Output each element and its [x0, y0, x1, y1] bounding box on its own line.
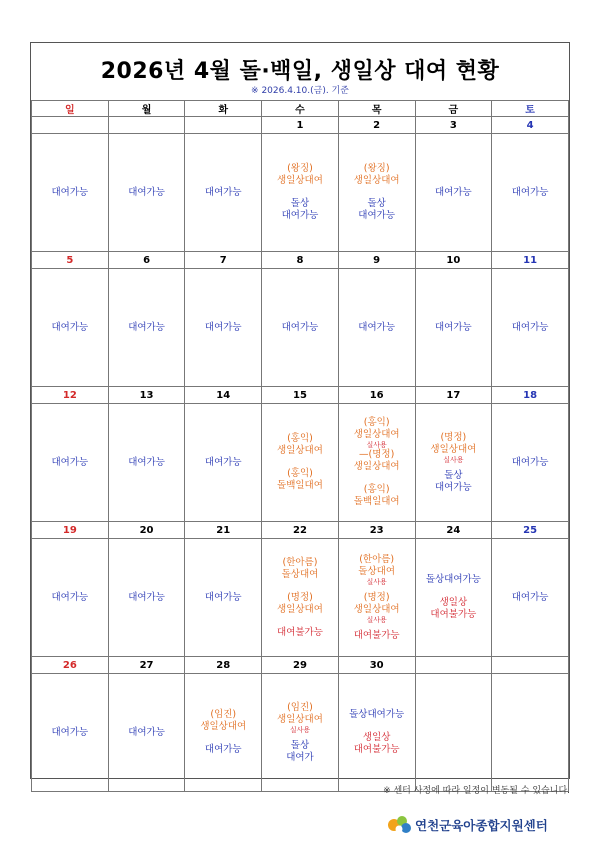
status-text: 대여가능	[204, 456, 242, 468]
date-number: 20	[108, 522, 185, 539]
status-text: 생일상대여	[353, 461, 400, 472]
day-status-cell	[262, 674, 339, 792]
day-status-cell	[32, 674, 109, 792]
status-text: 대여가능	[511, 321, 549, 333]
status-text: 대여불가능	[353, 629, 400, 641]
date-number	[32, 117, 109, 134]
status-text: (명정)	[440, 431, 467, 443]
spacer	[339, 187, 415, 198]
date-number	[415, 657, 492, 674]
status-text: 대여불가능	[277, 626, 323, 638]
status-text: 대여가능	[511, 591, 549, 603]
weekday-header-row	[32, 101, 569, 117]
date-number: 7	[185, 252, 262, 269]
status-text: (왕징)	[287, 163, 313, 174]
day-status-cell	[338, 269, 415, 387]
status-text: 실사용	[289, 725, 311, 734]
date-number: 13	[108, 387, 185, 404]
status-text: 대여가능	[51, 726, 89, 738]
day-status-cell	[185, 269, 262, 387]
calendar-body	[32, 117, 569, 792]
status-text: 생일상대여	[277, 175, 323, 186]
status-text: 대여가능	[128, 321, 165, 333]
status-text: 돌상	[290, 739, 310, 751]
status-text: 대여가능	[51, 591, 89, 603]
date-number	[185, 117, 262, 134]
date-number: 29	[262, 657, 339, 674]
status-text: 대여가	[286, 751, 314, 763]
day-status-cell	[415, 539, 492, 657]
status-text: 대여가능	[281, 321, 319, 333]
status-text: 대여가능	[51, 456, 89, 468]
week-5-status-row	[32, 674, 569, 792]
weekday-wed: 수	[262, 101, 339, 117]
status-text: 돌상대여가능	[425, 574, 481, 585]
date-number: 4	[492, 117, 569, 134]
weekday-sun: 일	[32, 101, 109, 117]
status-text: 돌상대여	[281, 568, 319, 580]
date-number: 17	[415, 387, 492, 404]
page-title: 2026년 4월 돌·백일, 생일상 대여 현황	[100, 59, 500, 84]
status-text: 돌상	[290, 198, 310, 209]
day-status-cell	[262, 269, 339, 387]
spacer	[262, 187, 338, 198]
status-text: 돌상	[367, 198, 386, 209]
status-text: 돌백일대여	[277, 480, 323, 491]
day-status-cell	[108, 404, 185, 522]
status-text: 실사용	[443, 455, 464, 464]
status-text: (임진)	[287, 701, 313, 713]
status-text: (홍익)	[363, 484, 390, 495]
status-text: 대여가능	[358, 210, 396, 221]
status-text: 생일상대여	[277, 445, 323, 456]
day-status-cell	[32, 404, 109, 522]
status-text: (왕징)	[363, 163, 390, 174]
date-number: 22	[262, 522, 339, 539]
status-text: 대여가능	[358, 321, 396, 333]
spacer	[262, 581, 338, 592]
day-status-cell	[185, 404, 262, 522]
status-text: 대여가능	[435, 186, 472, 198]
spacer	[262, 457, 338, 468]
day-status-cell	[262, 404, 339, 522]
calendar-sheet	[30, 42, 570, 779]
weekday-thu: 목	[338, 101, 415, 117]
status-text: 실사용	[366, 577, 387, 586]
day-status-cell	[108, 674, 185, 792]
date-number: 10	[415, 252, 492, 269]
date-number: 12	[32, 387, 109, 404]
status-text: 생일상	[362, 732, 391, 743]
day-status-cell	[338, 539, 415, 657]
week-2-status-row	[32, 269, 569, 387]
status-text: 생일상대여	[430, 443, 477, 455]
day-status-cell	[415, 269, 492, 387]
date-number: 30	[338, 657, 415, 674]
weekday-mon: 월	[108, 101, 185, 117]
date-number: 6	[108, 252, 185, 269]
weekday-fri: 금	[415, 101, 492, 117]
day-status-cell	[492, 269, 569, 387]
day-status-cell	[185, 134, 262, 252]
footer-note: ※ 센터 사정에 따라 일정이 변동될 수 있습니다.	[383, 786, 570, 796]
status-text: 대여가능	[128, 591, 165, 603]
week-4-status-row	[32, 539, 569, 657]
status-text: 대여가능	[435, 481, 472, 493]
day-status-cell	[108, 269, 185, 387]
week-1-date-row	[32, 117, 569, 134]
date-number: 14	[185, 387, 262, 404]
status-text: 대여가능	[435, 321, 472, 333]
status-text: 돌백일대여	[353, 496, 400, 507]
date-number	[108, 117, 185, 134]
day-status-cell	[338, 134, 415, 252]
status-text: 대여가능	[128, 726, 165, 738]
weekday-sat: 토	[492, 101, 569, 117]
status-text: 대여가능	[204, 744, 242, 755]
date-number: 5	[32, 252, 109, 269]
date-number: 26	[32, 657, 109, 674]
day-status-cell	[262, 134, 339, 252]
week-2-date-row	[32, 252, 569, 269]
week-1-status-row	[32, 134, 569, 252]
status-text: 대여가능	[128, 456, 165, 468]
date-number: 28	[185, 657, 262, 674]
day-status-cell	[185, 539, 262, 657]
status-text: 돌상대여	[358, 565, 396, 577]
week-3-status-row	[32, 404, 569, 522]
day-status-cell	[32, 539, 109, 657]
status-text: (홍익)	[363, 417, 390, 428]
spacer	[185, 733, 261, 744]
spacer	[416, 586, 492, 597]
status-text: (명정)	[287, 591, 313, 603]
calendar-table	[31, 100, 569, 792]
status-text: 생일상대여	[353, 429, 400, 440]
spacer	[339, 721, 415, 732]
center-name: 연천군육아종합지원센터	[415, 818, 548, 833]
status-text: 대여가능	[51, 321, 89, 333]
center-logo-icon	[387, 812, 413, 836]
status-text: 실사용	[366, 615, 387, 624]
center-logo	[387, 812, 577, 836]
status-text: 대여가능	[204, 321, 242, 333]
day-status-cell	[492, 134, 569, 252]
date-number: 23	[338, 522, 415, 539]
status-text: 생일상대여	[277, 603, 323, 615]
date-number: 15	[262, 387, 339, 404]
day-status-cell	[415, 404, 492, 522]
date-number: 27	[108, 657, 185, 674]
status-text: (홍익)	[287, 433, 313, 444]
status-text: 돌상대여가능	[349, 709, 405, 720]
week-4-date-row	[32, 522, 569, 539]
date-number: 25	[492, 522, 569, 539]
status-text: 실사용	[366, 441, 387, 449]
day-status-cell	[32, 134, 109, 252]
date-number: 3	[415, 117, 492, 134]
status-text: 대여가능	[281, 210, 319, 221]
day-status-cell	[185, 674, 262, 792]
status-text: (명정)	[363, 591, 390, 603]
status-text: (임진)	[210, 709, 237, 720]
status-text: (한아름)	[359, 553, 395, 565]
day-status-cell	[338, 404, 415, 522]
base-date-note: ※ 2026.4.10.(금). 기준	[251, 86, 349, 96]
day-status-cell	[32, 269, 109, 387]
date-number: 11	[492, 252, 569, 269]
date-number: 2	[338, 117, 415, 134]
status-text: (홍익)	[287, 468, 313, 479]
status-text: 대여가능	[511, 456, 549, 468]
status-text: —(명정)	[359, 449, 395, 460]
day-status-cell	[492, 539, 569, 657]
status-text: 대여불가능	[430, 609, 477, 620]
date-number: 19	[32, 522, 109, 539]
week-3-date-row	[32, 387, 569, 404]
day-status-cell	[415, 134, 492, 252]
spacer	[262, 616, 338, 627]
status-text: 생일상대여	[353, 175, 400, 186]
status-text: 대여가능	[51, 186, 89, 198]
status-text: 생일상대여	[353, 603, 400, 615]
day-status-cell	[262, 539, 339, 657]
day-status-cell	[492, 404, 569, 522]
date-number: 16	[338, 387, 415, 404]
day-status-cell	[108, 539, 185, 657]
week-5-date-row	[32, 657, 569, 674]
weekday-tue: 화	[185, 101, 262, 117]
status-text: 대여가능	[204, 591, 242, 603]
status-text: 돌상	[444, 469, 463, 481]
status-text: 대여가능	[511, 186, 549, 198]
spacer	[339, 473, 415, 484]
status-text: 대여불가능	[353, 744, 400, 755]
status-text: (한아름)	[282, 556, 318, 568]
date-number: 18	[492, 387, 569, 404]
day-status-cell	[492, 674, 569, 792]
date-number: 1	[262, 117, 339, 134]
status-text: 생일상대여	[200, 721, 247, 732]
status-text: 생일상대여	[277, 713, 323, 725]
status-text: 대여가능	[128, 186, 165, 198]
date-number: 9	[338, 252, 415, 269]
status-text: 대여가능	[204, 186, 242, 198]
day-status-cell	[108, 134, 185, 252]
date-number: 21	[185, 522, 262, 539]
day-status-cell	[338, 674, 415, 792]
date-number: 24	[415, 522, 492, 539]
date-number	[492, 657, 569, 674]
date-number: 8	[262, 252, 339, 269]
status-text: 생일상	[439, 597, 468, 608]
day-status-cell	[415, 674, 492, 792]
